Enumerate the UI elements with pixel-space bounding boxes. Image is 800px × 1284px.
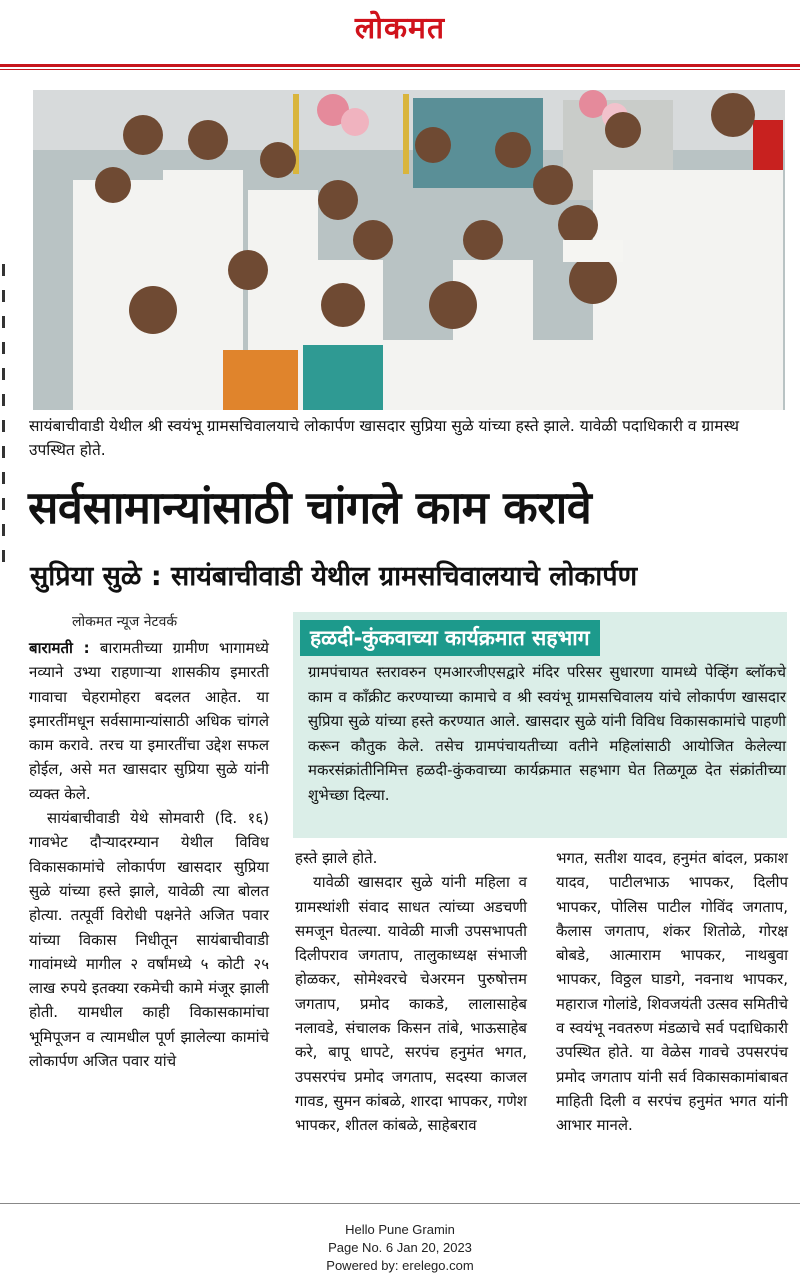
footer-powered-by: Powered by: erelego.com (326, 1258, 474, 1273)
masthead (0, 0, 800, 64)
group-photo-illustration (33, 90, 785, 410)
footer (0, 1221, 800, 1275)
subheadline: सुप्रिया सुळे : सायंबाचीवाडी येथील ग्रामसचिवालयाचे लोकार्पण (30, 561, 638, 592)
left-edge-marks (0, 250, 8, 610)
lokmat-logo: लोकमत (354, 11, 446, 46)
headline: सर्वसामान्यांसाठी चांगले काम करावे (28, 481, 592, 534)
footer-edition: Hello Pune Gramin (345, 1222, 455, 1237)
article-paragraph: यावेळी खासदार सुळे यांनी महिला व ग्रामस्थांशी संवाद साधत त्यांच्या अडचणी समजून घेतल्या. यावेळी माजी उपसभापती दिलीपराव जगताप, तालुकाध्यक्ष संभाजी होळकर, सोमेश्वरचे चेअरमन पुरुषोत्तम जगताप, प्रमोद काकडे, लालासाहेब नलावडे, संचालक किसन तांबे, भाऊसाहेब करे, बापू धापटे, सरपंच हनुमंत भगत, उपसरपंच प्रमोद जगताप, सदस्या काजल गावड, सुमन कांबळे, शारदा भापकर, गणेश भापकर, शीतल कांबळे, साहेबराव (295, 873, 527, 1135)
footer-divider (0, 1203, 800, 1204)
article-paragraph: हस्ते झाले होते. (295, 849, 378, 867)
article-column-1 (29, 636, 269, 1073)
sidebar-box-title: हळदी-कुंकवाच्या कार्यक्रमात सहभाग (300, 620, 600, 656)
sidebar-box-text: ग्रामपंचायत स्तरावरुन एमआरजीएसद्वारे मंदिर परिसर सुधारणा यामध्ये पेव्हिंग ब्लॉकचे काम व काँक्रीट करण्याच्या कामाचे व श्री स्वयंभू ग्रामसचिवालय यांचे लोकार्पण खासदार सुप्रिया सुळे यांच्या हस्ते करण्यात आले. खासदार सुळे यांनी विविध विकासकामांचे पाहणी करून कौतुक केले. तसेच ग्रामपंचायतीच्या वतीने महिलांसाठी आयोजित केलेल्या मकरसंक्रांतीनिमित्त हळदी-कुंकवाच्या कार्यक्रमात सहभाग घेत तिळगूळ देत संक्रांतीच्या शुभेच्छा दिल्या. (308, 663, 786, 804)
footer-page-date: Page No. 6 Jan 20, 2023 (328, 1240, 472, 1255)
photo-caption: सायंबाचीवाडी येथील श्री स्वयंभू ग्रामसचिवालयाचे लोकार्पण खासदार सुप्रिया सुळे यांच्या हस्ते झाले. यावेळी पदाधिकारी व ग्रामस्थ उपस्थित होते. (29, 417, 740, 459)
news-photo (33, 90, 785, 410)
byline: लोकमत न्यूज नेटवर्क (72, 614, 178, 630)
dateline: बारामती : (29, 639, 90, 657)
masthead-rule (0, 64, 800, 67)
article-paragraph: सायंबाचीवाडी येथे सोमवारी (दि. १६) गावभेट दौऱ्यादरम्यान येथील विविध विकासकामांचे लोकार्पण खासदार सुप्रिया सुळे यांच्या हस्ते झाले, यावेळी त्या बोलत होत्या. तत्पूर्वी विरोधी पक्षनेते अजित पवार यांच्या विकास निधीतून सायंबाचीवाडी गावांमध्ये मागील २ वर्षांमध्ये ५ कोटी २५ लाख रुपये इतक्या रकमेची कामे मंजूर झाली होती. यामधील काही विकासकामांचा भूमिपूजन व त्यामधील पूर्ण झालेल्या कामांचे लोकार्पण अजित पवार यांचे (29, 809, 269, 1071)
article-column-2 (295, 846, 527, 1138)
masthead-rule-thin (0, 69, 800, 70)
article-column-3 (556, 846, 788, 1138)
article-paragraph: भगत, सतीश यादव, हनुमंत बांदल, प्रकाश यादव, पाटीलभाऊ भापकर, दिलीप भापकर, पोलिस पाटील गोविंद जगताप, कैलास जगताप, शंकर शितोळे, गोरक्ष बोबडे, आत्माराम भापकर, नाथबुवा भापकर, विठ्ठल घाडगे, नवनाथ भापकर, महाराज गोलांडे, शिवजयंती उत्सव समितीचे व स्वयंभू नवतरुण मंडळाचे सर्व पदाधिकारी उपस्थित होते. या वेळेस गावचे उपसरपंच प्रमोद जगताप यांनी सर्व विकासकामांबाबत माहिती दिली व सरपंच हनुमंत भगत यांनी आभार मानले. (556, 849, 788, 1135)
article-paragraph: बारामतीच्या ग्रामीण भागामध्ये नव्याने उभ्या राहणाऱ्या शासकीय इमारती गावाचा चेहरामोहरा बदलत आहेत. या इमारतींमधून सर्वसामान्यांसाठी अधिक चांगले काम करावे. तरच या इमारतींचा उद्देश सफल होईल, असे मत खासदार सुप्रिया सुळे यांनी व्यक्त केले. (29, 639, 269, 803)
